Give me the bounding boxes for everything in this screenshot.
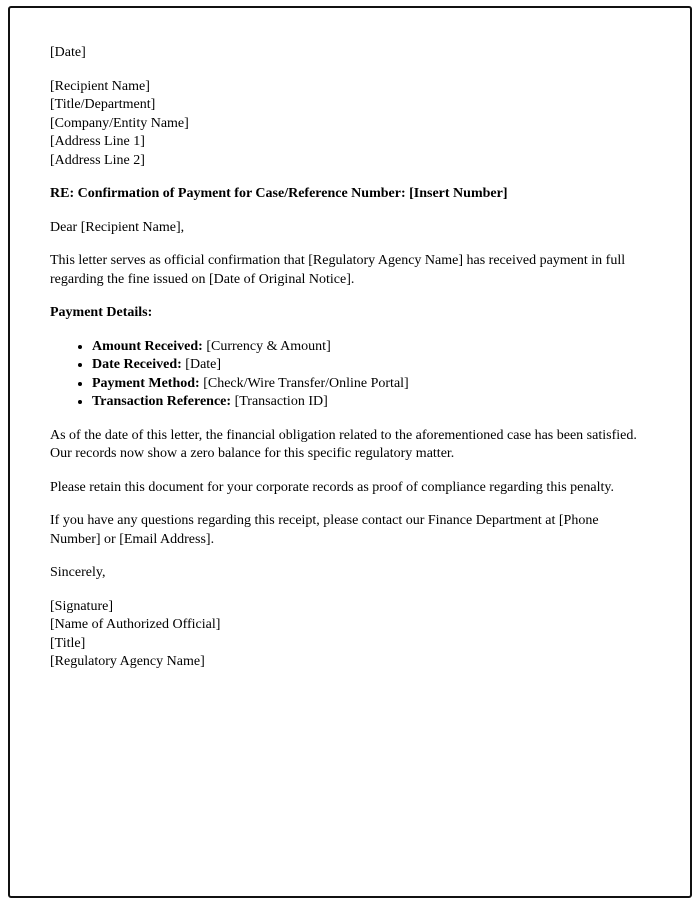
recipient-name-line: [Recipient Name] [50,78,150,94]
salutation: Dear [Recipient Name], [50,219,185,235]
list-item-amount-received [92,338,652,357]
recipient-company-line: [Company/Entity Name] [50,115,189,131]
payment-details-list [50,338,652,412]
bullet-label: Transaction Reference: [92,394,232,409]
official-name-line: [Name of Authorized Official] [50,617,221,632]
closing: Sincerely, [50,565,106,580]
list-item-payment-method [92,375,652,394]
recipient-address-line-1: [Address Line 1] [50,134,145,149]
body-paragraph-retain: Please retain this document for your corporate records as proof of compliance regarding this penalty. [50,479,614,495]
letter-date: [Date] [50,45,86,60]
list-item-date-received [92,356,652,375]
bullet-value: [Currency & Amount] [202,338,331,354]
bullet-label: Payment Method: [92,375,200,391]
recipient-address-line-2: [Address Line 2] [50,152,145,168]
body-paragraph-confirmation: This letter serves as official confirmation that [Regulatory Agency Name] has received payment in full regarding the fine issued on [Date of Original Notice]. [50,253,626,287]
body-paragraph-obligation: As of the date of this letter, the financial obligation related to the aforementioned case has been satisfied. Our records now show a zero balance for this specific regulatory matter. [50,427,637,461]
bullet-value: [Date] [181,357,222,372]
official-title-line: [Title] [50,635,86,651]
bullet-label: Date Received: [92,357,182,372]
signature-line: [Signature] [50,598,113,614]
bullet-value: [Transaction ID] [231,394,328,409]
recipient-address-block [50,78,652,171]
payment-details-heading: Payment Details: [50,305,153,320]
list-item-transaction-reference [92,393,652,412]
body-paragraph-contact: If you have any questions regarding this receipt, please contact our Finance Department at [Phone Number] or [Email Address]. [50,513,599,547]
agency-name-line: [Regulatory Agency Name] [50,654,205,669]
bullet-label: Amount Received: [92,338,203,354]
recipient-title-line: [Title/Department] [50,97,156,112]
subject-line: RE: Confirmation of Payment for Case/Reference Number: [Insert Number] [50,186,508,201]
bullet-value: [Check/Wire Transfer/Online Portal] [199,375,409,391]
signature-block [50,598,652,672]
letter-page [8,6,692,898]
